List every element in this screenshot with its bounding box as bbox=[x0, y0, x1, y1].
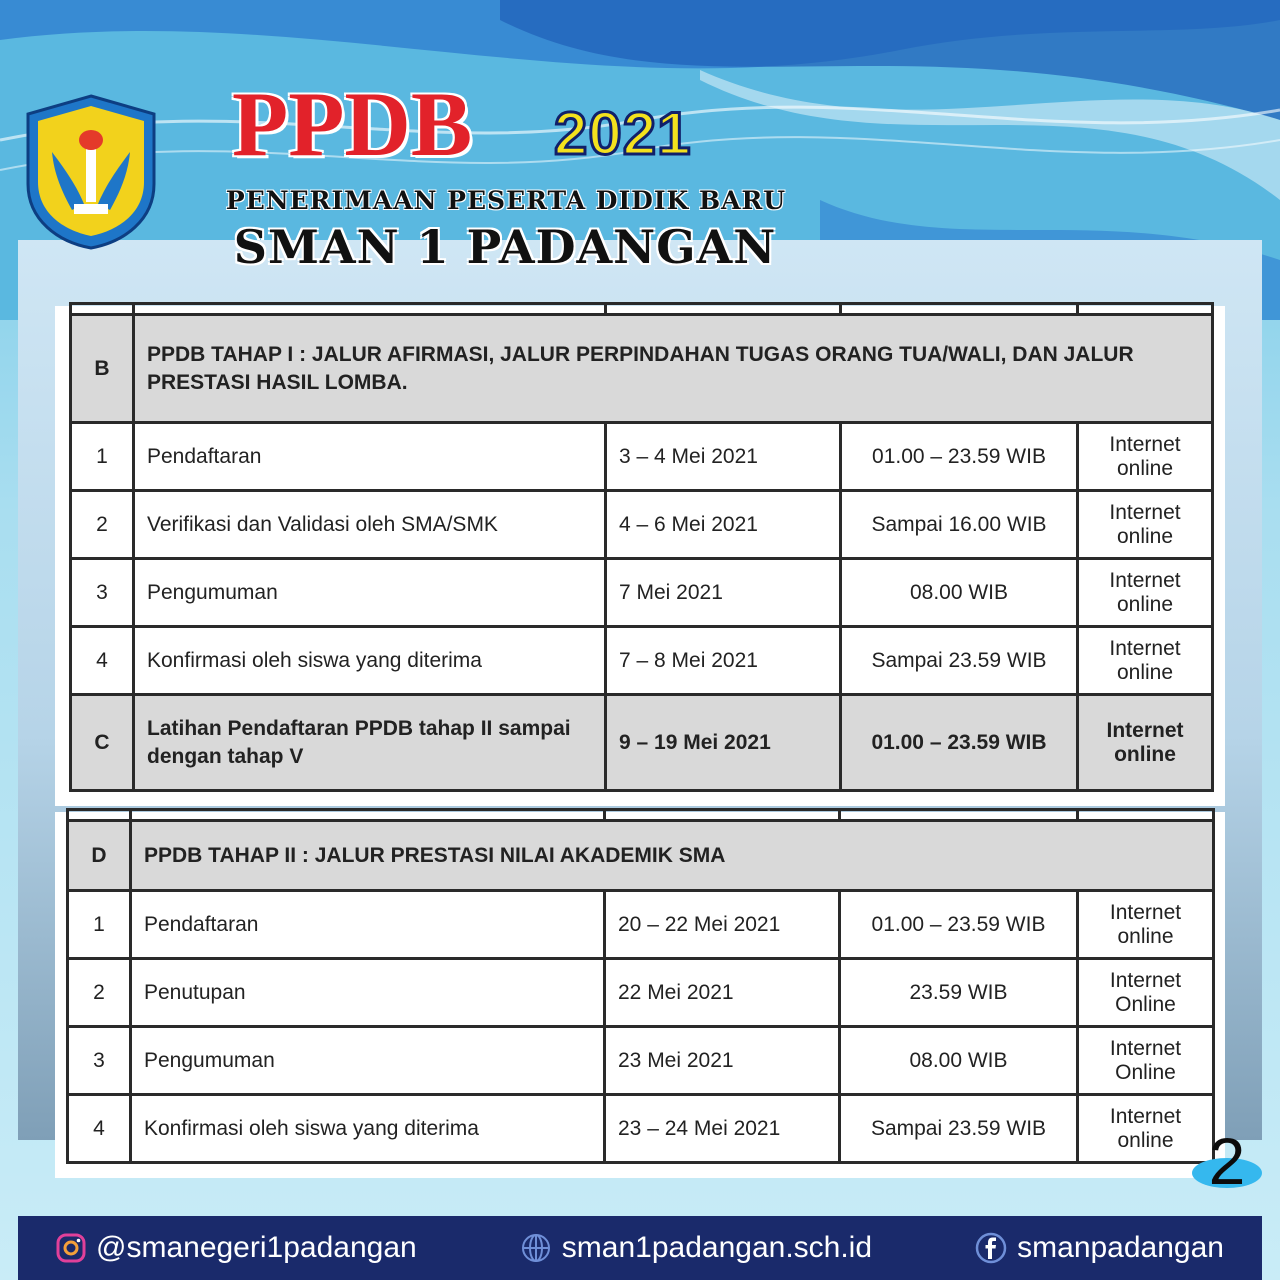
table-row bbox=[71, 491, 1213, 559]
row-date: 7 – 8 Mei 2021 bbox=[606, 627, 841, 695]
facebook-handle: smanpadangan bbox=[1017, 1231, 1224, 1264]
row-time: 23.59 WIB bbox=[840, 959, 1078, 1027]
row-time: 01.00 – 23.59 WIB bbox=[840, 891, 1078, 959]
schedule-sheet-tahap-2 bbox=[55, 812, 1225, 1178]
section-row-c bbox=[71, 695, 1213, 791]
row-number: 2 bbox=[68, 959, 131, 1027]
instagram-handle: @smanegeri1padangan bbox=[96, 1231, 417, 1264]
row-place: Internet online bbox=[1078, 423, 1213, 491]
row-date: 4 – 6 Mei 2021 bbox=[606, 491, 841, 559]
footer-bar bbox=[18, 1216, 1262, 1280]
table-row bbox=[68, 959, 1214, 1027]
row-activity: Verifikasi dan Validasi oleh SMA/SMK bbox=[134, 491, 606, 559]
footer-website[interactable] bbox=[520, 1231, 872, 1265]
section-code: D bbox=[68, 821, 131, 891]
row-time: Sampai 23.59 WIB bbox=[840, 1095, 1078, 1163]
table-row bbox=[68, 891, 1214, 959]
section-place: Internet online bbox=[1078, 695, 1213, 791]
row-number: 3 bbox=[71, 559, 134, 627]
title-ppdb: PPDB bbox=[232, 73, 473, 175]
row-number: 4 bbox=[71, 627, 134, 695]
table-row bbox=[68, 1027, 1214, 1095]
page-number bbox=[1190, 1124, 1264, 1198]
row-place: Internet online bbox=[1078, 491, 1213, 559]
globe-icon bbox=[520, 1232, 552, 1264]
school-logo bbox=[22, 92, 160, 252]
school-name: SMAN 1 PADANGAN bbox=[233, 220, 777, 274]
row-time: 08.00 WIB bbox=[840, 1027, 1078, 1095]
footer-instagram[interactable] bbox=[56, 1231, 417, 1265]
schedule-sheet-tahap-1 bbox=[55, 306, 1225, 806]
table-stub-row bbox=[71, 304, 1213, 315]
row-date: 22 Mei 2021 bbox=[605, 959, 840, 1027]
section-code: B bbox=[71, 315, 134, 423]
section-row-d bbox=[68, 821, 1214, 891]
row-number: 1 bbox=[68, 891, 131, 959]
row-date: 7 Mei 2021 bbox=[606, 559, 841, 627]
section-row-b bbox=[71, 315, 1213, 423]
section-title: PPDB TAHAP II : JALUR PRESTASI NILAI AKADEMIK SMA bbox=[131, 821, 1214, 891]
table-stub-row bbox=[68, 810, 1214, 821]
facebook-icon bbox=[975, 1232, 1007, 1264]
row-place: Internet Online bbox=[1078, 959, 1214, 1027]
row-date: 23 – 24 Mei 2021 bbox=[605, 1095, 840, 1163]
table-row bbox=[68, 1095, 1214, 1163]
table-row bbox=[71, 559, 1213, 627]
row-number: 1 bbox=[71, 423, 134, 491]
row-place: Internet online bbox=[1078, 1095, 1214, 1163]
subtitle: PENERIMAAN PESERTA DIDIK BARU bbox=[225, 186, 787, 215]
row-activity: Konfirmasi oleh siswa yang diterima bbox=[134, 627, 606, 695]
section-title: PPDB TAHAP I : JALUR AFIRMASI, JALUR PERPINDAHAN TUGAS ORANG TUA/WALI, DAN JALUR PRESTASI HASIL LOMBA. bbox=[134, 315, 1213, 423]
instagram-icon bbox=[56, 1233, 86, 1263]
row-place: Internet online bbox=[1078, 627, 1213, 695]
row-activity: Konfirmasi oleh siswa yang diterima bbox=[131, 1095, 605, 1163]
row-time: Sampai 16.00 WIB bbox=[841, 491, 1078, 559]
page-number-text: 2 bbox=[1208, 1124, 1246, 1198]
row-activity: Penutupan bbox=[131, 959, 605, 1027]
row-time: Sampai 23.59 WIB bbox=[841, 627, 1078, 695]
website-url: sman1padangan.sch.id bbox=[561, 1231, 873, 1264]
row-date: 3 – 4 Mei 2021 bbox=[606, 423, 841, 491]
row-place: Internet online bbox=[1078, 559, 1213, 627]
title-year: 2021 bbox=[554, 100, 692, 167]
section-date: 9 – 19 Mei 2021 bbox=[606, 695, 841, 791]
row-activity: Pendaftaran bbox=[131, 891, 605, 959]
table-row bbox=[71, 423, 1213, 491]
row-date: 20 – 22 Mei 2021 bbox=[605, 891, 840, 959]
row-time: 01.00 – 23.59 WIB bbox=[841, 423, 1078, 491]
section-activity: Latihan Pendaftaran PPDB tahap II sampai dengan tahap V bbox=[134, 695, 606, 791]
row-number: 4 bbox=[68, 1095, 131, 1163]
row-number: 2 bbox=[71, 491, 134, 559]
schedule-table-tahap-1 bbox=[69, 302, 1214, 792]
row-place: Internet Online bbox=[1078, 1027, 1214, 1095]
row-place: Internet online bbox=[1078, 891, 1214, 959]
row-activity: Pengumuman bbox=[131, 1027, 605, 1095]
table-row bbox=[71, 627, 1213, 695]
section-code: C bbox=[71, 695, 134, 791]
schedule-table-tahap-2 bbox=[66, 808, 1215, 1164]
row-activity: Pendaftaran bbox=[134, 423, 606, 491]
row-number: 3 bbox=[68, 1027, 131, 1095]
section-time: 01.00 – 23.59 WIB bbox=[841, 695, 1078, 791]
footer-facebook[interactable] bbox=[975, 1231, 1224, 1265]
row-date: 23 Mei 2021 bbox=[605, 1027, 840, 1095]
row-time: 08.00 WIB bbox=[841, 559, 1078, 627]
row-activity: Pengumuman bbox=[134, 559, 606, 627]
